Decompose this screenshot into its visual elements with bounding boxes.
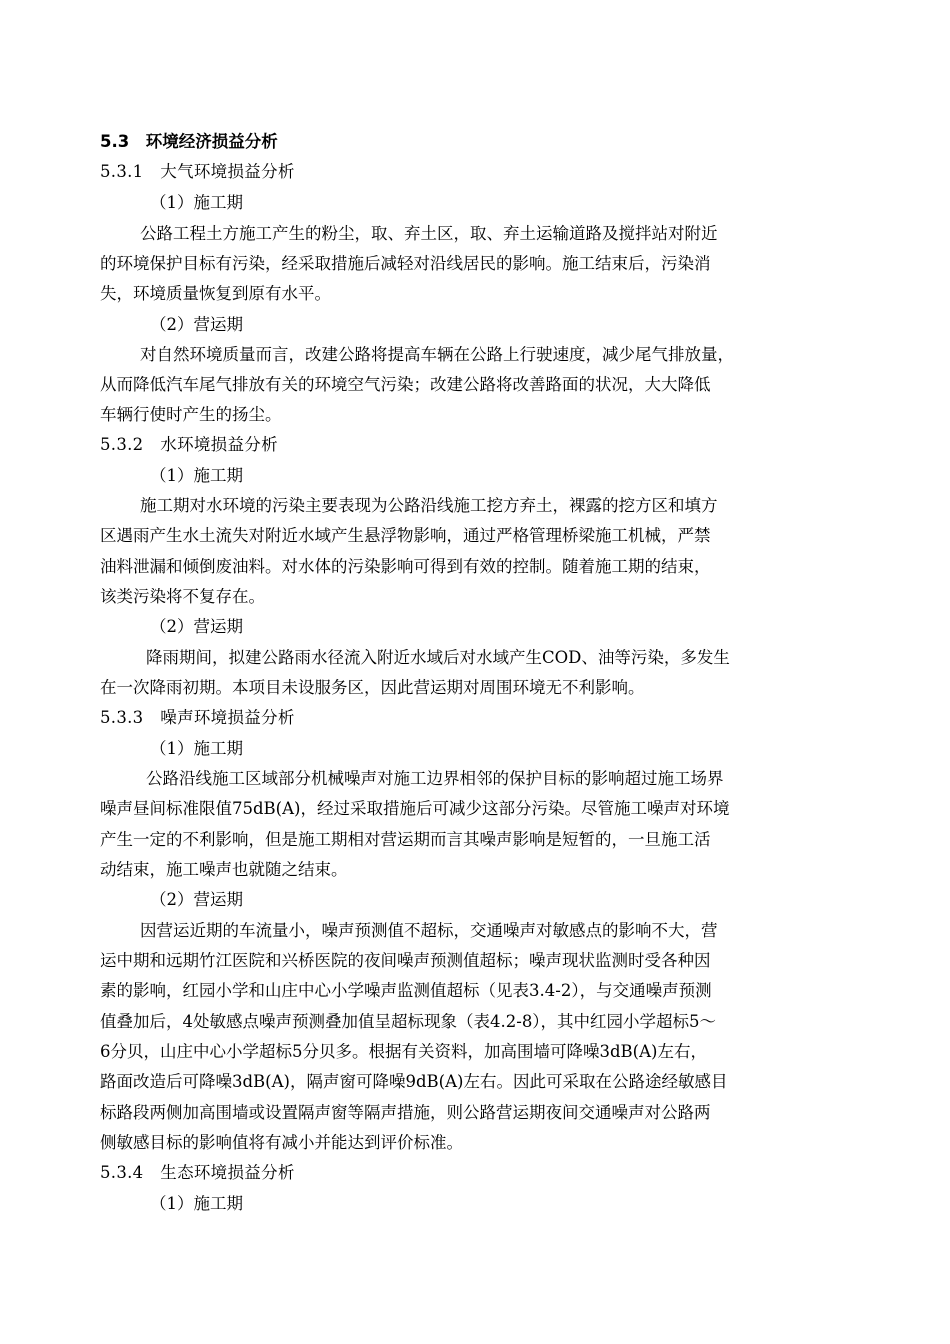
paragraph-line: 对自然环境质量而言，改建公路将提高车辆在公路上行驶速度，减少尾气排放量， <box>140 345 734 364</box>
paragraph-line: 侧敏感目标的影响值将有减小并能达到评价标准。 <box>100 1133 463 1152</box>
paragraph-line: 的环境保护目标有污染，经采取措施后减轻对沿线居民的影响。施工结束后，污染消 <box>100 254 711 273</box>
paragraph-line: 区遇雨产生水土流失对附近水域产生悬浮物影响，通过严格管理桥梁施工机械，严禁 <box>100 526 711 545</box>
subsection-heading-5-3-4: 5.3.4 生态环境损益分析 <box>100 1163 295 1182</box>
paragraph-line: 产生一定的不利影响，但是施工期相对营运期而言其噪声影响是短暂的，一旦施工活 <box>100 830 711 849</box>
paragraph-line: 公路工程土方施工产生的粉尘，取、弃土区，取、弃土运输道路及搅拌站对附近 <box>140 224 718 243</box>
section-heading-5-3: 5.3 环境经济损益分析 <box>100 132 278 151</box>
paragraph-line: 运中期和远期竹江医院和兴桥医院的夜间噪声预测值超标；噪声现状监测时受各种因 <box>100 951 711 970</box>
paragraph-line: 值叠加后，4处敏感点噪声预测叠加值呈超标现象（表4.2-8），其中红园小学超标5～ <box>100 1012 717 1031</box>
paragraph-line: 从而降低汽车尾气排放有关的环境空气污染；改建公路将改善路面的状况，大大降低 <box>100 375 711 394</box>
paragraph-line: 车辆行使时产生的扬尘。 <box>100 405 282 424</box>
paragraph-line: 失，环境质量恢复到原有水平。 <box>100 284 331 303</box>
paragraph-line: 标路段两侧加高围墙或设置隔声窗等隔声措施，则公路营运期夜间交通噪声对公路两 <box>100 1103 711 1122</box>
paragraph-line: 公路沿线施工区域部分机械噪声对施工边界相邻的保护目标的影响超过施工场界 <box>146 769 724 788</box>
paragraph-line: 路面改造后可降噪3dB(A)，隔声窗可降噪9dB(A)左右。因此可采取在公路途经敏感目 <box>100 1072 728 1091</box>
sub-item-construction: （1）施工期 <box>150 193 243 212</box>
paragraph-line: 降雨期间，拟建公路雨水径流入附近水域后对水域产生COD、油等污染，多发生 <box>146 648 730 667</box>
paragraph-line: 素的影响，红园小学和山庄中心小学噪声监测值超标（见表3.4-2），与交通噪声预测 <box>100 981 712 1000</box>
sub-item-operation: （2）营运期 <box>150 315 243 334</box>
paragraph-line: 施工期对水环境的污染主要表现为公路沿线施工挖方弃土，裸露的挖方区和填方 <box>140 496 718 515</box>
paragraph-line: 6分贝，山庄中心小学超标5分贝多。根据有关资料，加高围墙可降噪3dB(A)左右， <box>100 1042 707 1061</box>
paragraph-line: 油料泄漏和倾倒废油料。对水体的污染影响可得到有效的控制。随着施工期的结束， <box>100 557 711 576</box>
paragraph-line: 噪声昼间标准限值75dB(A)，经过采取措施后可减少这部分污染。尽管施工噪声对环境 <box>100 799 730 818</box>
paragraph-line: 动结束，施工噪声也就随之结束。 <box>100 860 348 879</box>
sub-item-construction: （1）施工期 <box>150 739 243 758</box>
sub-item-operation: （2）营运期 <box>150 890 243 909</box>
paragraph-line: 该类污染将不复存在。 <box>100 587 265 606</box>
paragraph-line: 因营运近期的车流量小，噪声预测值不超标，交通噪声对敏感点的影响不大，营 <box>140 921 718 940</box>
subsection-heading-5-3-2: 5.3.2 水环境损益分析 <box>100 435 278 454</box>
sub-item-construction: （1）施工期 <box>150 1194 243 1213</box>
sub-item-operation: （2）营运期 <box>150 617 243 636</box>
subsection-heading-5-3-1: 5.3.1 大气环境损益分析 <box>100 162 295 181</box>
paragraph-line: 在一次降雨初期。本项目未设服务区，因此营运期对周围环境无不利影响。 <box>100 678 645 697</box>
subsection-heading-5-3-3: 5.3.3 噪声环境损益分析 <box>100 708 295 727</box>
sub-item-construction: （1）施工期 <box>150 466 243 485</box>
